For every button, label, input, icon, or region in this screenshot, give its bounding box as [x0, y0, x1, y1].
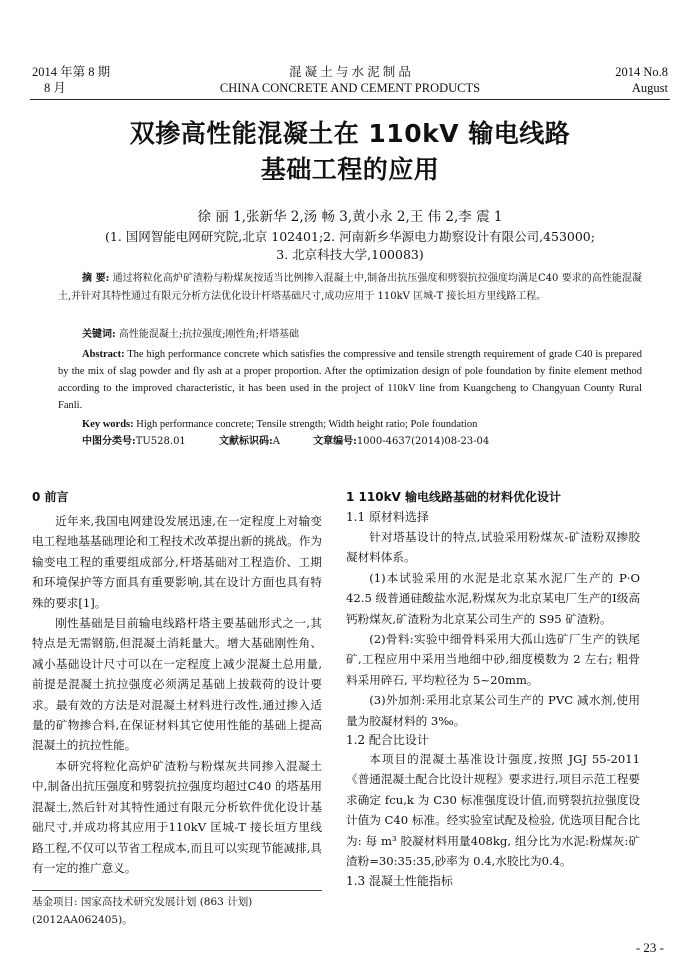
intro-paragraph-2: 刚性基础是目前输电线路杆塔主要基础形式之一,其特点是无需钢筋,但混凝土消耗量大。增大基础刚性角、减小基础设计尺寸可以在一定程度上减少混凝土总用量,前提是混凝土抗拉强度必须满足基础上拔载荷的设计要求。最有效的方法是对混凝土材料进行改性,通过掺入适量的矿物掺合料,在保证材料其它使用性能的基础上提高混凝土的抗拉性能。	[32, 616, 322, 753]
materials-paragraph-4: (3)外加剂:采用北京某公司生产的 PVC 减水剂,使用量为胶凝材料的 3‰。	[346, 693, 640, 728]
section-0-heading: 0 前言	[32, 490, 69, 504]
subsection-1-2-heading: 1.2 配合比设计	[346, 733, 429, 748]
page-number: - 23 -	[635, 940, 664, 955]
doc-code-label: 文献标识码:	[218, 436, 273, 447]
journal-name-en: CHINA CONCRETE AND CEMENT PRODUCTS	[219, 81, 481, 95]
issue-year: 2014 年第 8 期	[32, 65, 111, 79]
classification-line	[82, 434, 642, 450]
header-center	[0, 64, 700, 96]
doc-code-value: A	[272, 436, 280, 447]
materials-paragraph-3: (2)骨料:实验中细骨料采用大孤山选矿厂生产的铁尾矿,工程应用中采用当地细中砂,细度模数为 2 左右; 粗骨料采用碎石, 平均粒径为 5~20mm。	[346, 632, 640, 687]
paper-title-line1: 双掺高性能混凝土在 110kV 输电线路	[129, 119, 571, 148]
intro-paragraph-3: 本研究将粒化高炉矿渣粉与粉煤灰共同掺入混凝土中,制备出抗压强度和劈裂抗拉强度均超过C40 的塔基用混凝土,然后针对其特性通过有限元分析软件优化设计基础尺寸,并成功将其应用于110kV 匡城-T 接长垣方里线路工程,不仅可以节省工程成本,而且可以实现节能减排,具有一定的推广意义。	[32, 758, 322, 875]
article-number-label: 文章编号:	[313, 436, 357, 447]
right-column	[346, 489, 640, 889]
keywords-cn	[58, 326, 642, 344]
mix-design-paragraph: 本项目的混凝土基准设计强度,按照 JGJ 55-2011《普通混凝土配合比设计规程》要求进行,项目示范工程要求确定 fcu,k 为 C30 标准强度设计值,而劈裂抗拉强度设计值为 C40 标准。经实验室试配及检验, 优选项目配合比为: 每 m³ 胶凝材料用量408kg, 组分比为水泥:粉煤灰:矿渣粉=30:35:35,砂率为 0.4,水胶比为0.4。	[346, 752, 640, 869]
subsection-1-1-heading: 1.1 原材料选择	[346, 510, 429, 524]
clc-label: 中图分类号:	[82, 436, 136, 447]
abstract-cn-text: 通过将粒化高炉矿渣粉与粉煤灰按适当比例掺入混凝土中,制备出抗压强度和劈裂抗拉强度均满足C40 要求的高性能混凝土,并针对其特性通过有限元分析方法优化设计杆塔基础尺寸,成功应用于 110kV 匡城-T 接长垣方里线路工程。	[58, 273, 642, 302]
issue-number: 2014 No.8	[615, 65, 668, 79]
abstract-en-text: The high performance concrete which satisfies the compressive and tensile strength requirement of grade C40 is prepared by the mix of slag powder and fly ash at a proper proportion. After the optimization design of pole foundation by finite element method according to the improved characteristic, it has been used in the project of 110kV line from Kuangcheng to Changyuan County Rural Fanli.	[58, 349, 642, 411]
keywords-cn-label: 关键词:	[82, 329, 116, 340]
abstract-cn-label: 摘 要:	[82, 273, 110, 284]
keywords-cn-text: 高性能混凝土;抗拉强度;刚性角;杆塔基础	[118, 329, 299, 340]
issue-month: 8 月	[44, 81, 66, 95]
abstract-en-label: Abstract:	[82, 349, 125, 360]
keywords-en	[58, 416, 642, 433]
header-right	[615, 64, 668, 96]
keywords-en-text: High performance concrete; Tensile strength; Width height ratio; Pole foundation	[136, 419, 478, 430]
abstract-en	[58, 346, 642, 414]
funding-footnote: 基金项目: 国家高技术研究发展计划 (863 计划) (2012AA062405)。	[32, 896, 253, 926]
journal-name-cn: 混 凝 土 与 水 泥 制 品	[289, 65, 411, 79]
intro-paragraph-1: 近年来,我国电网建设发展迅速,在一定程度上对输变电工程地基基础理论和工程技术改革提出新的挑战。作为输变电工程的重要组成部分,杆塔基础对工程造价、工期和环境保护等方面具有重要影响,其在设计方面也具有特殊的要求[1]。	[32, 514, 322, 610]
footnote-rule	[32, 890, 322, 891]
affiliation-line1: (1. 国网智能电网研究院,北京 102401;2. 河南新乡华源电力勘察设计有限公司,453000;	[105, 229, 595, 244]
issue-month-en: August	[631, 81, 668, 95]
authors: 徐 丽 1,张新华 2,汤 畅 3,黄小永 2,王 伟 2,李 震 1	[197, 209, 503, 225]
clc-value: TU528.01	[135, 436, 186, 447]
affiliation-line2: 3. 北京科技大学,100083)	[276, 247, 424, 262]
header-rule	[30, 99, 670, 100]
materials-paragraph-2: (1)本试验采用的水泥是北京某水泥厂生产的 P·O 42.5 级普通硅酸盐水泥,粉煤灰为北京某电厂生产的Ⅰ级高钙粉煤灰,矿渣粉为北京某公司生产的 S95 矿渣粉。	[346, 570, 640, 626]
subsection-1-3-heading: 1.3 混凝土性能指标	[346, 873, 453, 888]
materials-paragraph-1: 针对塔基设计的特点,试验采用粉煤灰-矿渣粉双掺胶凝材料体系。	[346, 530, 640, 565]
abstract-cn	[58, 270, 642, 306]
section-1-heading: 1 110kV 输电线路基础的材料优化设计	[346, 490, 562, 504]
paper-title-line2: 基础工程的应用	[260, 155, 440, 184]
left-column	[32, 489, 322, 878]
keywords-en-label: Key words:	[82, 419, 134, 430]
article-number-value: 1000-4637(2014)08-23-04	[356, 436, 490, 447]
